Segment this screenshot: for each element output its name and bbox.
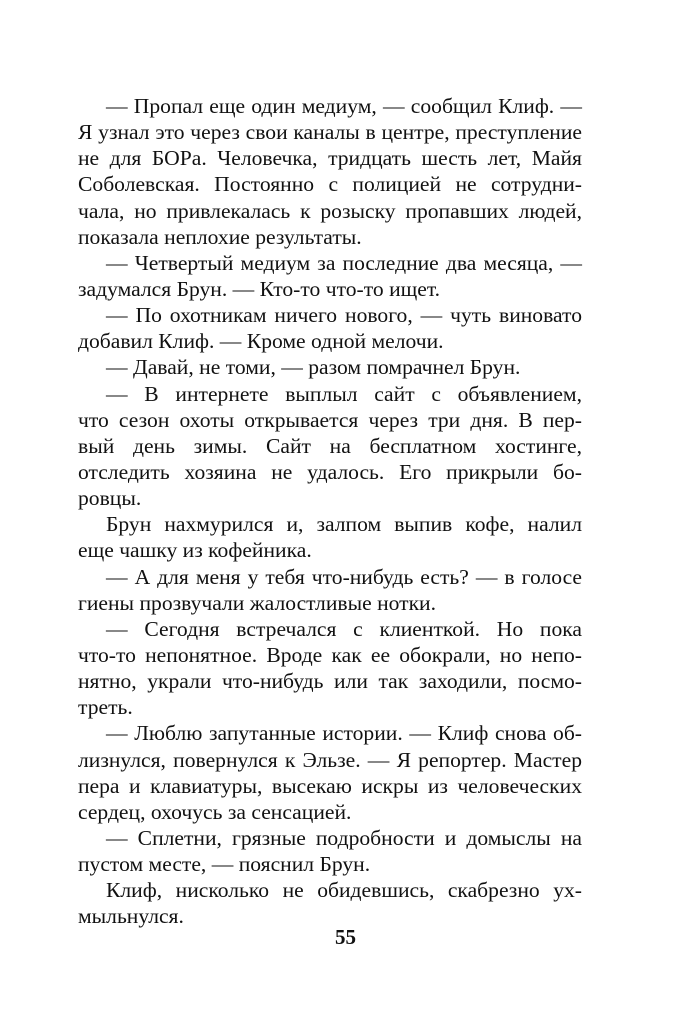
text-line: задумался Брун. — Кто-то что-то ищет. bbox=[78, 276, 441, 301]
text-line: нятно, украли что-нибудь или так заходили, посмо- bbox=[78, 669, 582, 694]
text-line: — Люблю запутанные истории. — Клиф снова об- bbox=[106, 721, 582, 746]
text-line: Клиф, нисколько не обидевшись, скабрезно ух- bbox=[106, 878, 582, 903]
text-line: — Сплетни, грязные подробности и домыслы на bbox=[106, 825, 582, 850]
text-line: — А для меня у тебя что-нибудь есть? — в голосе bbox=[106, 564, 582, 589]
text-line: мыльнулся. bbox=[78, 904, 184, 929]
text-line: добавил Клиф. — Кроме одной мелочи. bbox=[78, 329, 444, 354]
text-line: ровцы. bbox=[78, 486, 142, 511]
text-line: — Сегодня встречался с клиенткой. Но пока bbox=[106, 616, 582, 641]
text-line: что сезон охоты открывается через три дня. В пер- bbox=[78, 407, 582, 432]
text-line: пера и клавиатуры, высекаю искры из человеческих bbox=[78, 773, 582, 798]
text-line: что-то непонятное. Вроде как ее обокрали, но непо- bbox=[78, 642, 582, 667]
text-line: Брун нахмурился и, залпом выпив кофе, налил bbox=[106, 512, 582, 537]
page-number: 55 bbox=[335, 925, 356, 949]
text-line: Соболевская. Постоянно с полицией не сотрудни- bbox=[78, 172, 582, 197]
text-line: сердец, охочусь за сенсацией. bbox=[78, 799, 352, 824]
text-line: треть. bbox=[78, 695, 133, 720]
text-line: лизнулся, повернулся к Эльзе. — Я репортер. Мастер bbox=[78, 747, 582, 772]
text-line: показала неплохие результаты. bbox=[78, 224, 362, 249]
text-line: — Пропал еще один медиум, — сообщил Клиф. — bbox=[106, 94, 582, 118]
text-line: еще чашку из кофейника. bbox=[78, 538, 312, 563]
text-line: пустом месте, — пояснил Брун. bbox=[78, 852, 371, 877]
text-line: — Давай, не томи, — разом помрачнел Брун. bbox=[106, 355, 521, 380]
text-line: вый день зимы. Сайт на бесплатном хостинге, bbox=[78, 433, 582, 458]
text-line: — По охотникам ничего нового, — чуть виновато bbox=[106, 303, 582, 328]
text-line: гиены прозвучали жалостливые нотки. bbox=[78, 590, 437, 615]
text-line: отследить хозяина не удалось. Его прикрыли бо- bbox=[78, 459, 582, 484]
text-line: — Четвертый медиум за последние два месяца, — bbox=[106, 250, 582, 275]
text-line: — В интернете выплыл сайт с объявлением, bbox=[106, 381, 582, 406]
body-text bbox=[78, 93, 582, 930]
text-line: не для БОРа. Человечка, тридцать шесть лет, Майя bbox=[78, 146, 582, 171]
text-line: чала, но привлекалась к розыску пропавших людей, bbox=[78, 198, 582, 223]
text-line: Я узнал это через свои каналы в центре, преступление bbox=[78, 120, 582, 145]
